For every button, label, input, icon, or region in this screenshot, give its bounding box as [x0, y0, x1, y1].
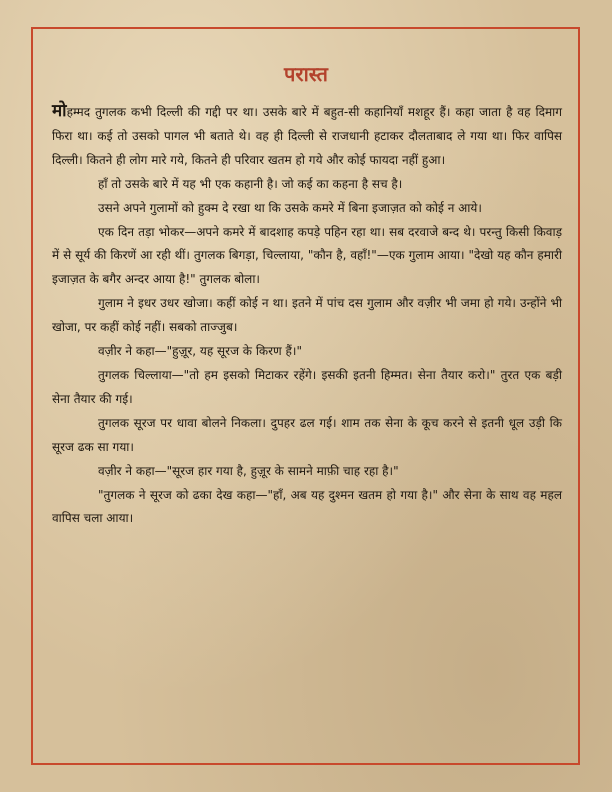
paragraph-9: वज़ीर ने कहा—"सूरज हार गया है, हुज़ूर के सामने माफ़ी चाह रहा है।" — [98, 463, 399, 478]
paragraph-3: उसने अपने गुलामों को हुक्म दे रखा था कि उसके कमरे में बिना इजाज़त को कोई न आये। — [98, 200, 482, 215]
page-title: परास्त — [284, 62, 328, 86]
paragraph-7: तुगलक चिल्लाया—"तो हम इसको मिटाकर रहेंगे। इसकी इतनी हिम्मत। सेना तैयार करो।" तुरत एक बड़ी सेना तैयार की गई। — [52, 367, 562, 406]
paragraph-1 — [52, 100, 562, 173]
drop-cap: मो — [52, 101, 67, 121]
paragraph-5: गुलाम ने इधर उधर खोजा। कहीं कोई न था। इतने में पांच दस गुलाम और वज़ीर भी जमा हो गये। उन्होंने भी खोजा, पर कहीं कोई नहीं। सबको ताज्जुब। — [52, 296, 562, 335]
paragraph-10: "तुगलक ने सूरज को ढका देख कहा—"हाँ, अब यह दुश्मन खतम हो गया है।" और सेना के साथ वह महल वापिस चला आया। — [52, 487, 562, 526]
paragraph-6: वज़ीर ने कहा—"हुज़ूर, यह सूरज के किरण हैं।" — [98, 344, 302, 359]
paragraph-1-text: हम्मद तुगलक कभी दिल्ली की गद्दी पर था। उसके बारे में बहुत-सी कहानियाँ मशहूर हैं। कहा जाता है वह दिमाग फिरा था। कई तो उसको पागल भी बताते थे। वह ही दिल्ली से राजधानी हटाकर दौलताबाद ले गया था। फिर वापिस दिल्ली। कितने ही लोग मारे गये, कितने ही परिवार खतम हो गये और कोई फायदा नहीं हुआ। — [52, 105, 562, 167]
paragraph-4: एक दिन तड़ा भोकर—अपने कमरे में बादशाह कपड़े पहिन रहा था। सब दरवाजे बन्द थे। परन्तु किसी किवाड़ में से सूर्य की किरणें आ रही थीं। तुगलक बिगड़ा, चिल्लाया, "कौन है, वहाँ!"—एक गुलाम आया। "देखो यह कौन हमारी इजाज़त के बगैर अन्दर आया है!" तुगलक बोला। — [52, 224, 562, 287]
story-body — [52, 100, 562, 531]
paragraph-2: हाँ तो उसके बारे में यह भी एक कहानी है। जो कई का कहना है सच है। — [98, 176, 403, 191]
paragraph-8: तुगलक सूरज पर धावा बोलने निकला। दुपहर ढल गई। शाम तक सेना के कूच करने से इतनी धूल उड़ी कि सूरज ढक सा गया। — [52, 415, 562, 454]
